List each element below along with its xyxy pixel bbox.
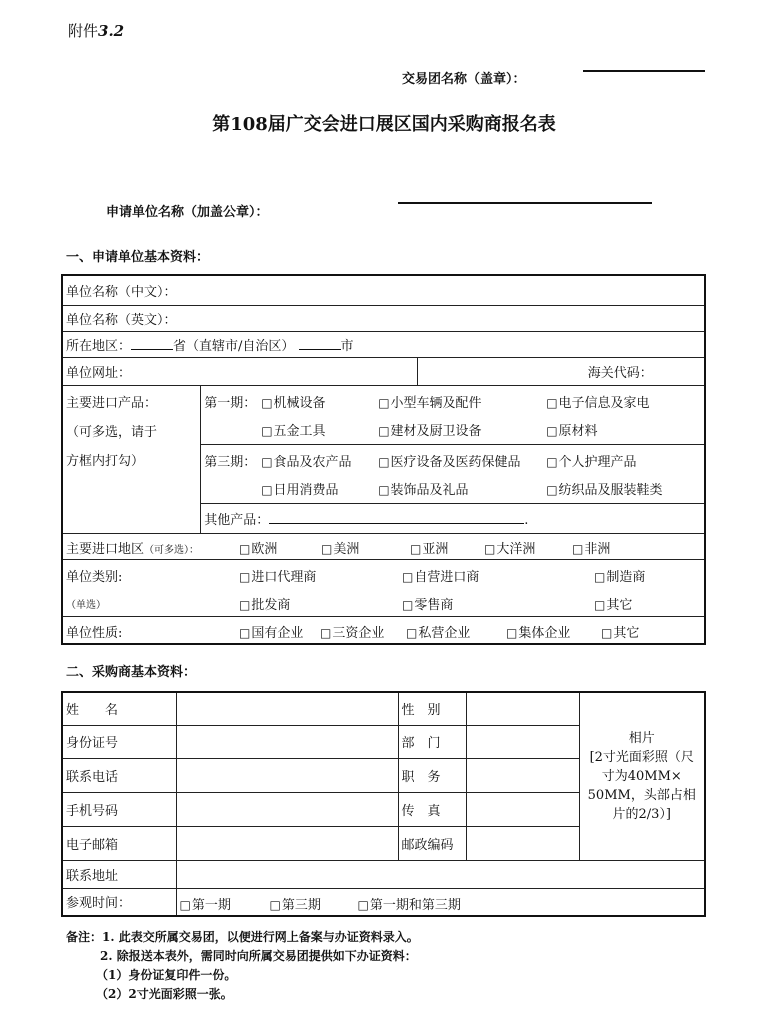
photo-text: [2寸光面彩照（尺 (589, 749, 694, 765)
import-regions (62, 533, 705, 559)
attachment-number: 3.2 (98, 22, 125, 40)
name-en-label: 单位名称（英文）： (66, 312, 177, 328)
row-website (62, 357, 705, 385)
row-region (62, 331, 705, 357)
name-cn-label: 单位名称（中文）： (66, 284, 177, 300)
nature-checkbox[interactable]: □ 私营企业 (406, 622, 470, 641)
name-en-field[interactable] (62, 305, 705, 331)
name-label: 姓 名 (62, 692, 176, 725)
product-checkbox[interactable]: □ 建材及厨卫设备 (378, 420, 481, 439)
products-label (62, 385, 201, 533)
products-label-line: 方框内打勾） (66, 453, 145, 469)
customs-code-field[interactable] (417, 357, 705, 385)
phase3-label: 第三期： (204, 454, 257, 470)
category-checkbox[interactable]: □ 其它 (594, 594, 632, 613)
section1-heading: 一、申请单位基本资料： (66, 250, 210, 265)
product-checkbox[interactable]: □ 机械设备 (261, 392, 325, 411)
region-checkbox[interactable]: □ 大洋洲 (484, 538, 535, 557)
row-name-cn (62, 275, 705, 305)
note-line: 2. 除报送本表外，需同时向所属交易团提供如下办证资料： (100, 949, 417, 963)
city-blank[interactable] (299, 337, 341, 350)
product-checkbox[interactable]: □ 食品及农产品 (261, 451, 351, 470)
postcode-label: 邮政编码 (398, 826, 466, 860)
category-note: （单选） (66, 599, 106, 611)
visit-options (176, 888, 705, 916)
buyer-info-table (61, 691, 706, 917)
province-label: 省（直辖市/自治区） (173, 338, 295, 354)
category-checkbox[interactable]: □ 批发商 (239, 594, 290, 613)
product-checkbox[interactable]: □ 电子信息及家电 (546, 392, 649, 411)
regions-label-text: 主要进口地区 (66, 542, 145, 557)
note-line: （2）2寸光面彩照一张。 (96, 987, 233, 1001)
gender-input[interactable] (466, 692, 579, 725)
product-checkbox[interactable]: □ 纺织品及服装鞋类 (546, 479, 662, 498)
company-nature (62, 616, 705, 644)
department-input[interactable] (466, 725, 579, 758)
nature-checkbox[interactable]: □ 其它 (601, 622, 639, 641)
attachment-label (68, 20, 124, 41)
notes (66, 928, 419, 1004)
visit-checkbox[interactable]: □ 第一期和第三期 (358, 894, 461, 913)
category-label: 单位类别: (66, 569, 123, 585)
row-nature (62, 616, 705, 644)
photo-text: 50MM，头部占相 (587, 787, 696, 803)
row-products (62, 385, 705, 444)
phase1-products (201, 385, 705, 444)
customs-code-label: 海关代码： (587, 365, 653, 381)
fax-input[interactable] (466, 792, 579, 826)
other-products-blank[interactable] (269, 511, 524, 524)
address-row (62, 860, 705, 888)
visit-label: 参观时间： (62, 888, 176, 916)
gender-label: 性 别 (398, 692, 466, 725)
region-label: 所在地区： (66, 338, 132, 354)
buyer-row (62, 692, 705, 725)
company-info-table (61, 274, 706, 645)
category-checkbox[interactable]: □ 零售商 (402, 594, 453, 613)
email-input[interactable] (176, 826, 398, 860)
attachment-text: 附件 (68, 22, 99, 40)
product-checkbox[interactable]: □ 装饰品及礼品 (378, 479, 468, 498)
note-line: （1）身份证复印件一份。 (96, 968, 237, 982)
applicant-field[interactable] (398, 202, 652, 204)
fax-label: 传 真 (398, 792, 466, 826)
position-input[interactable] (466, 758, 579, 792)
photo-area[interactable] (579, 692, 705, 860)
note-line: 备注：1. 此表交所属交易团，以便进行网上备案与办证资料录入。 (66, 930, 419, 944)
phone-input[interactable] (176, 758, 398, 792)
nature-checkbox[interactable]: □ 三资企业 (320, 622, 384, 641)
product-checkbox[interactable]: □ 小型车辆及配件 (378, 392, 481, 411)
region-checkbox[interactable]: □ 非洲 (572, 538, 610, 557)
phase1-label: 第一期： (204, 395, 257, 411)
phase3-products (201, 444, 705, 503)
website-field[interactable] (62, 357, 417, 385)
nature-checkbox[interactable]: □ 集体企业 (506, 622, 570, 641)
visit-checkbox[interactable]: □ 第一期 (180, 894, 231, 913)
category-checkbox[interactable]: □ 自营进口商 (402, 566, 479, 585)
photo-text: 相片 (628, 730, 655, 746)
mobile-input[interactable] (176, 792, 398, 826)
page-title: 第108届广交会进口展区国内采购商报名表 (212, 114, 556, 135)
products-label-line: （可多选，请于 (66, 424, 158, 440)
product-checkbox[interactable]: □ 个人护理产品 (546, 451, 636, 470)
photo-text: 寸为40MM× (601, 768, 682, 784)
category-checkbox[interactable]: □ 进口代理商 (239, 566, 316, 585)
name-input[interactable] (176, 692, 398, 725)
region-checkbox[interactable]: □ 美洲 (321, 538, 359, 557)
id-number-input[interactable] (176, 725, 398, 758)
website-label: 单位网址： (66, 365, 132, 381)
trade-group-field[interactable] (583, 70, 705, 72)
product-checkbox[interactable]: □ 日用消费品 (261, 479, 338, 498)
nature-label: 单位性质: (66, 625, 123, 641)
mobile-label: 手机号码 (62, 792, 176, 826)
trade-group-label: 交易团名称（盖章）： (402, 72, 526, 87)
applicant-label: 申请单位名称（加盖公章）： (106, 205, 269, 220)
postcode-input[interactable] (466, 826, 579, 860)
province-blank[interactable] (131, 337, 173, 350)
department-label: 部 门 (398, 725, 466, 758)
category-checkbox[interactable]: □ 制造商 (594, 566, 645, 585)
id-number-label: 身份证号 (62, 725, 176, 758)
product-checkbox[interactable]: □ 原材料 (546, 420, 597, 439)
nature-checkbox[interactable]: □ 国有企业 (239, 622, 303, 641)
region-checkbox[interactable]: □ 亚洲 (410, 538, 448, 557)
visit-row (62, 888, 705, 916)
region-checkbox[interactable]: □ 欧洲 (239, 538, 277, 557)
company-category (62, 559, 705, 616)
regions-label (66, 538, 199, 557)
phone-label: 联系电话 (62, 758, 176, 792)
row-category (62, 559, 705, 616)
section2-heading: 二、采购商基本资料： (66, 665, 197, 680)
other-products-label: 其他产品： (204, 512, 270, 528)
photo-text: 片的2/3）] (612, 806, 671, 822)
product-checkbox[interactable]: □ 五金工具 (261, 420, 325, 439)
position-label: 职 务 (398, 758, 466, 792)
product-checkbox[interactable]: □ 医疗设备及医药保健品 (378, 451, 520, 470)
region-field[interactable] (62, 331, 705, 357)
email-label: 电子邮箱 (62, 826, 176, 860)
products-label-line: 主要进口产品： (66, 395, 158, 411)
address-label: 联系地址 (62, 860, 176, 888)
other-products-field[interactable]: 其他产品： . (201, 503, 705, 533)
address-input[interactable] (176, 860, 705, 888)
regions-label-note: （可多选）： (144, 545, 200, 556)
city-label: 市 (340, 338, 354, 354)
visit-checkbox[interactable]: □ 第三期 (270, 894, 321, 913)
row-import-regions (62, 533, 705, 559)
name-cn-field[interactable] (62, 275, 705, 305)
row-name-en (62, 305, 705, 331)
